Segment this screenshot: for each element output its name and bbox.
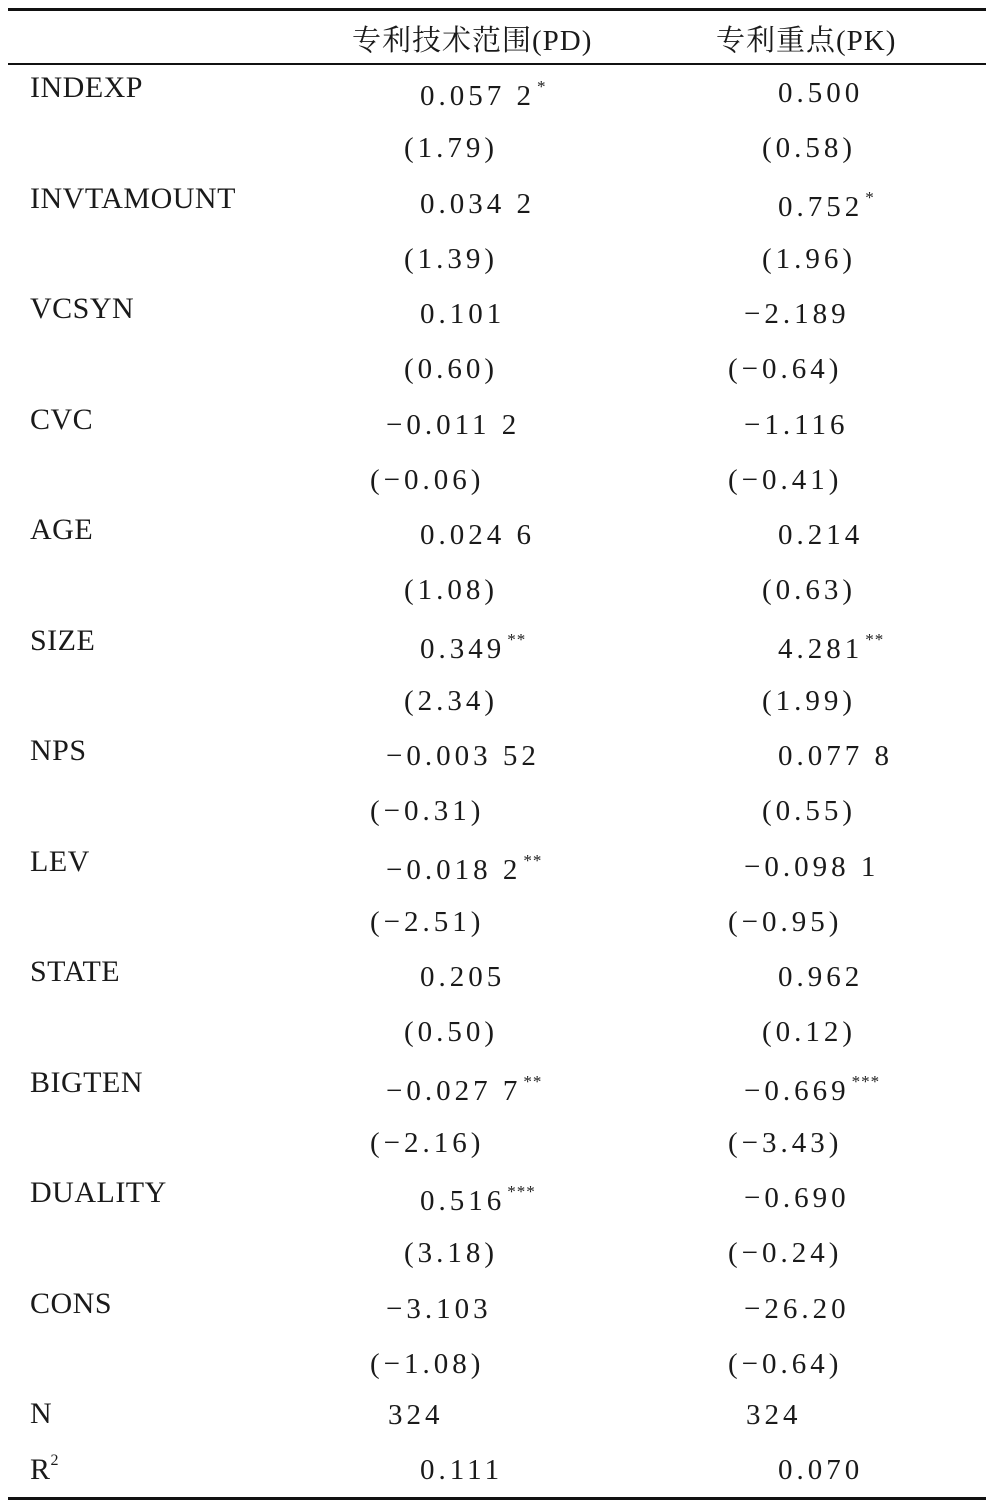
pk-coefficient — [778, 519, 863, 552]
pk-t-stat — [728, 1127, 842, 1160]
pd-t-stat — [404, 132, 498, 165]
variable-label: INDEXP — [30, 71, 143, 104]
pk-coefficient-value: 0.962 — [778, 961, 864, 993]
table-row-n — [0, 1391, 992, 1446]
pd-t-stat-value: (−1.08) — [370, 1347, 485, 1380]
table-row — [0, 1281, 992, 1392]
pd-t-stat-value: (−0.06) — [370, 463, 485, 496]
pk-t-stat — [762, 574, 856, 607]
pd-coefficient-value: −3.103 — [386, 1292, 492, 1325]
table-row — [0, 728, 992, 839]
pd-t-stat — [404, 1237, 498, 1270]
pk-t-stat-value: (1.96) — [762, 242, 857, 275]
pk-t-stat — [762, 1016, 856, 1049]
variable-label: LEV — [30, 844, 90, 878]
pd-r-squared: 0.111 — [420, 1454, 504, 1486]
pk-coefficient-value: 0.077 8 — [778, 740, 893, 772]
pd-coefficient-value: −0.027 7 — [386, 1074, 522, 1107]
pk-t-stat — [762, 132, 856, 165]
pd-coefficient — [420, 188, 535, 221]
pd-t-stat-value: (3.18) — [404, 1237, 499, 1269]
pd-coefficient — [420, 298, 505, 331]
pk-coefficient — [744, 298, 850, 331]
pk-coefficient-value: −0.098 1 — [744, 850, 880, 883]
pk-observations: 324 — [746, 1399, 802, 1431]
r2-label-superscript: 2 — [50, 1452, 59, 1469]
pk-coefficient-value: 0.500 — [778, 77, 864, 109]
table-row — [0, 286, 992, 397]
pk-coefficient-value: −1.116 — [744, 408, 849, 441]
pd-observations: 324 — [388, 1399, 444, 1431]
table-row — [0, 839, 992, 950]
pd-t-stat — [404, 574, 498, 607]
pk-t-stat — [728, 1237, 842, 1270]
pd-coefficient-value: −0.003 52 — [386, 740, 540, 772]
significance-marker: ** — [865, 629, 885, 649]
pk-coefficient-value: −2.189 — [744, 298, 850, 330]
variable-label: INVTAMOUNT — [30, 181, 236, 215]
significance-marker: * — [537, 77, 547, 96]
pk-t-stat — [762, 243, 856, 276]
pd-coefficient-value: −0.011 2 — [386, 408, 521, 441]
pd-coefficient-value: 0.057 2 — [420, 80, 535, 112]
pk-t-stat — [762, 685, 856, 718]
pd-coefficient — [420, 1182, 536, 1218]
pd-coefficient-value: 0.205 — [420, 961, 506, 993]
pk-t-stat-value: (0.63) — [762, 574, 857, 606]
pk-t-stat — [728, 906, 842, 939]
variable-label: NPS — [30, 734, 87, 767]
significance-marker: *** — [851, 1071, 881, 1091]
pd-coefficient — [420, 630, 526, 666]
significance-marker: *** — [507, 1182, 536, 1201]
pk-r-squared: 0.070 — [778, 1454, 864, 1486]
pd-t-stat — [404, 1016, 498, 1049]
pk-coefficient — [744, 1182, 850, 1215]
pk-t-stat — [728, 353, 842, 386]
pk-coefficient-value: 0.214 — [778, 519, 864, 551]
pd-t-stat-value: (1.08) — [404, 574, 499, 606]
pd-t-stat — [370, 795, 484, 828]
table-bottom-rule — [8, 1497, 986, 1500]
pk-coefficient — [778, 740, 893, 773]
pd-coefficient — [420, 519, 535, 552]
pk-coefficient — [778, 961, 863, 994]
table-row — [0, 176, 992, 287]
table-row — [0, 1060, 992, 1171]
regression-table-body — [0, 65, 992, 1501]
pd-t-stat — [404, 243, 498, 276]
pd-coefficient-value: 0.349 — [420, 632, 506, 665]
significance-marker: ** — [507, 629, 527, 649]
table-row-r2 — [0, 1446, 992, 1501]
pd-t-stat-value: (2.34) — [404, 684, 499, 717]
pd-coefficient — [386, 1072, 542, 1108]
pd-coefficient-value: −0.018 2 — [386, 853, 522, 886]
pk-coefficient-value: −0.669 — [744, 1074, 850, 1107]
pd-t-stat — [370, 1127, 484, 1160]
pk-coefficient — [744, 851, 879, 884]
variable-label: STATE — [30, 955, 121, 988]
pd-coefficient-value: 0.101 — [420, 298, 506, 330]
column-header-patent-focus: 专利重点(PK) — [716, 25, 897, 57]
pk-t-stat-value: (0.12) — [762, 1016, 857, 1048]
pd-coefficient-value: 0.024 6 — [420, 519, 535, 551]
pk-coefficient-value: −0.690 — [744, 1182, 850, 1214]
table-row — [0, 65, 992, 176]
variable-label — [30, 1452, 59, 1487]
pk-t-stat — [728, 464, 842, 497]
pk-coefficient — [744, 1072, 880, 1108]
pd-coefficient-value: 0.034 2 — [420, 187, 535, 220]
variable-label: DUALITY — [30, 1176, 167, 1209]
significance-marker: ** — [523, 850, 543, 870]
pk-coefficient — [744, 409, 849, 442]
table-row — [0, 618, 992, 729]
pd-coefficient — [420, 77, 547, 113]
pk-coefficient-value: 0.752 — [778, 190, 864, 223]
variable-label: VCSYN — [30, 292, 135, 325]
pd-t-stat-value: (0.60) — [404, 353, 499, 385]
pd-coefficient — [386, 409, 520, 442]
pk-t-stat — [728, 1348, 842, 1381]
pk-t-stat — [762, 795, 856, 828]
variable-label: CONS — [30, 1286, 113, 1320]
pd-coefficient — [386, 740, 540, 773]
pd-t-stat-value: (1.79) — [404, 132, 499, 164]
pk-coefficient-value: 4.281 — [778, 632, 864, 665]
column-header-patent-scope: 专利技术范围(PD) — [352, 25, 593, 57]
pk-t-stat-value: (−0.24) — [728, 1237, 843, 1269]
table-row — [0, 949, 992, 1060]
r2-label-base: R — [30, 1453, 51, 1486]
pd-coefficient-value: 0.516 — [420, 1185, 506, 1217]
pd-t-stat-value: (−2.51) — [370, 905, 485, 938]
pk-t-stat-value: (−0.95) — [728, 905, 843, 938]
table-row — [0, 1170, 992, 1281]
variable-label: AGE — [30, 513, 94, 546]
pk-t-stat-value: (0.58) — [762, 132, 857, 164]
significance-marker: ** — [523, 1071, 543, 1091]
pk-coefficient-value: −26.20 — [744, 1292, 850, 1325]
pd-t-stat — [370, 464, 484, 497]
significance-marker: * — [865, 187, 875, 207]
pd-coefficient — [420, 961, 505, 994]
variable-label: SIZE — [30, 623, 96, 657]
pk-coefficient — [778, 630, 884, 666]
pd-coefficient — [386, 1293, 492, 1326]
table-top-rule — [8, 8, 986, 11]
pk-t-stat-value: (−0.41) — [728, 463, 843, 496]
pk-coefficient — [778, 77, 863, 110]
pd-t-stat-value: (−0.31) — [370, 795, 485, 827]
pk-coefficient — [778, 188, 875, 224]
pd-t-stat — [370, 1348, 484, 1381]
pk-t-stat-value: (0.55) — [762, 795, 857, 827]
pk-t-stat-value: (−0.64) — [728, 1347, 843, 1380]
table-row — [0, 397, 992, 508]
pk-coefficient — [744, 1293, 850, 1326]
pk-t-stat-value: (1.99) — [762, 684, 857, 717]
pd-t-stat-value: (0.50) — [404, 1016, 499, 1048]
pd-t-stat — [370, 906, 484, 939]
variable-label: CVC — [30, 402, 94, 436]
pd-t-stat-value: (1.39) — [404, 242, 499, 275]
table-row — [0, 507, 992, 618]
pd-coefficient — [386, 851, 542, 887]
pd-t-stat — [404, 685, 498, 718]
variable-label: BIGTEN — [30, 1065, 143, 1099]
pd-t-stat — [404, 353, 498, 386]
pk-t-stat-value: (−0.64) — [728, 353, 843, 385]
pk-t-stat-value: (−3.43) — [728, 1126, 843, 1159]
variable-label: N — [30, 1397, 53, 1430]
pd-t-stat-value: (−2.16) — [370, 1126, 485, 1159]
